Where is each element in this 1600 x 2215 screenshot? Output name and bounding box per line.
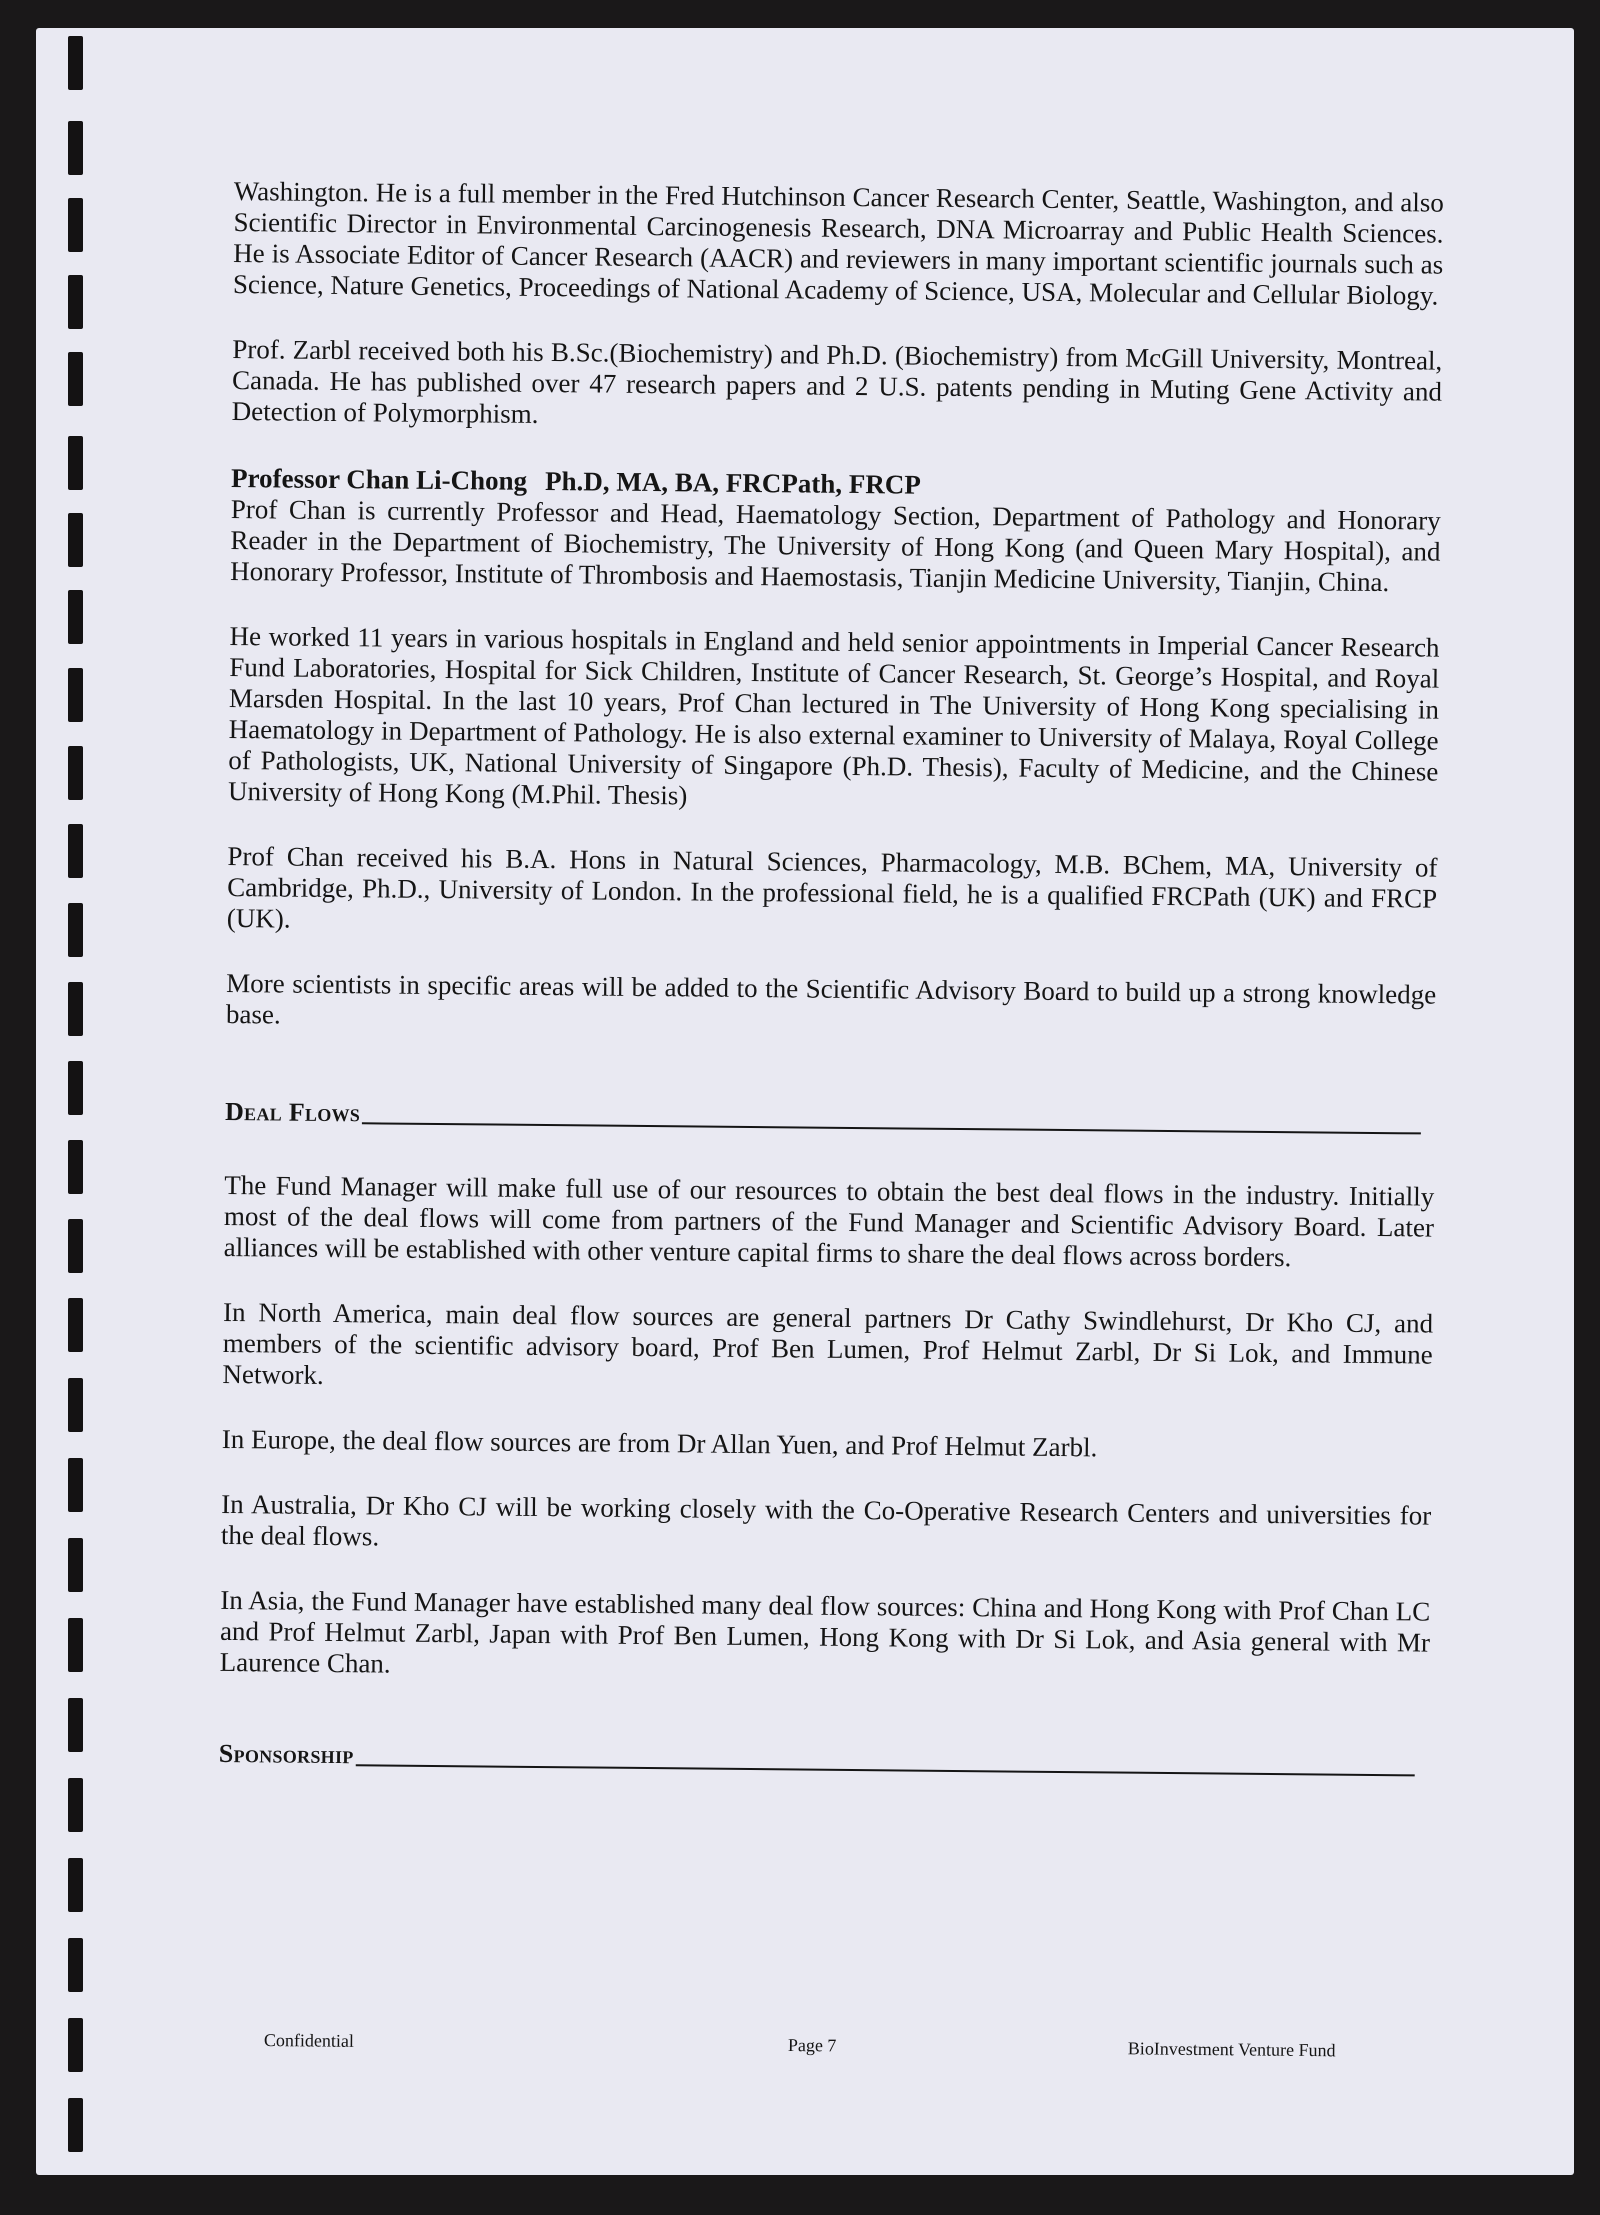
deal-flows-asia: In Asia, the Fund Manager have established many deal flow sources: China and Hong Kong with Prof Chan LC and Prof Helmut Zarbl, Japan with Prof Ben Lumen, Hong Kong with Dr Si Lok, and Asia general with Mr Laurence Chan. <box>219 1584 1431 1679</box>
heading-rule <box>356 1764 1415 1776</box>
binding-hole <box>68 36 83 90</box>
binding-hole <box>68 824 83 878</box>
footer-fund-name: BioInvestment Venture Fund <box>1127 2038 1336 2061</box>
binding-holes <box>36 28 156 2175</box>
sponsorship-heading <box>219 1740 1429 1780</box>
deal-flows-heading <box>225 1098 1435 1138</box>
binding-hole <box>68 1378 83 1432</box>
deal-flows-title: Deal Flows <box>224 1096 361 1128</box>
binding-hole <box>68 1938 83 1992</box>
binding-hole <box>68 1618 83 1672</box>
binding-hole <box>68 352 83 406</box>
binding-hole <box>68 198 83 252</box>
binding-hole <box>68 121 83 175</box>
binding-hole <box>68 1858 83 1912</box>
binding-hole <box>68 1061 83 1115</box>
binding-hole <box>68 1698 83 1752</box>
binding-hole <box>68 1778 83 1832</box>
deal-flows-paragraph: The Fund Manager will make full use of our resources to obtain the best deal flows in the industry. Initially most of the deal flows will come from partners of the Fund Manager and Scientific Advisory Board. Later alliances will be established with other venture capital firms to share the deal flows across borders. <box>223 1169 1435 1273</box>
binding-hole <box>68 668 83 722</box>
zarbl-position-paragraph: Washington. He is a full member in the Fred Hutchinson Cancer Research Center, Seattle, Washington, and also Scientific Director in Environmental Carcinogenesis Research, DNA Microarray and Public Health Sciences. He is Associate Editor of Cancer Research (AACR) and reviewers in many important scientific journals such as Science, Nature Genetics, Proceedings of National Academy of Science, USA, Molecular and Cellular Biology. <box>232 176 1444 311</box>
binding-hole <box>68 2098 83 2152</box>
bio-name: Professor Chan Li-Chong <box>230 462 528 496</box>
page-content <box>219 176 1444 1780</box>
zarbl-education-paragraph: Prof. Zarbl received both his B.Sc.(Biochemistry) and Ph.D. (Biochemistry) from McGill University, Montreal, Canada. He has published over 47 research papers and 2 U.S. patents pending in Muting Gene Activity and Detection of Polymorphism. <box>231 333 1443 429</box>
deal-flows-north-america: In North America, main deal flow sources are general partners Dr Cathy Swindlehurst, Dr Kho CJ, and members of the scientific advisory board, Prof Ben Lumen, Prof Helmut Zarbl, Dr Si Lok, and Immune Network. <box>222 1296 1434 1390</box>
chan-career-paragraph: He worked 11 years in various hospitals in England and held senior appointments in Imperial Cancer Research Fund Laboratories, Hospital for Sick Children, Institute of Cancer Research, St. George’s Hospital, and Royal Marsden Hospital. In the last 10 years, Prof Chan lectured in The University of Hong Kong specialising in Haematology in Department of Pathology. He is also external examiner to University of Malaya, Royal College of Pathologists, UK, National University of Singapore (Ph.D. Thesis), Faculty of Medicine, and the Chinese University of Hong Kong (M.Phil. Thesis) <box>227 620 1440 811</box>
binding-hole <box>68 513 83 567</box>
binding-hole <box>68 590 83 644</box>
binding-hole <box>68 903 83 957</box>
footer-confidential: Confidential <box>263 2030 354 2051</box>
binding-hole <box>68 982 83 1036</box>
binding-hole <box>68 746 83 800</box>
binding-hole <box>68 1219 83 1273</box>
binding-hole <box>68 1298 83 1352</box>
chan-education-paragraph: Prof Chan received his B.A. Hons in Natural Sciences, Pharmacology, M.B. BChem, MA, University of Cambridge, Ph.D., University of London. In the professional field, he is a qualified FRCPath (UK) and FRCP (UK). <box>226 840 1438 934</box>
deal-flows-europe: In Europe, the deal flow sources are from Dr Allan Yuen, and Prof Helmut Zarbl. <box>221 1423 1098 1463</box>
chan-intro-paragraph: Prof Chan is currently Professor and Head, Haematology Section, Department of Pathology and Honorary Reader in the Department of Biochemistry, The University of Hong Kong (and Queen Mary Hospital), and Honorary Professor, Institute of Thrombosis and Haemostasis, Tianjin Medicine University, Tianjin, China. <box>230 493 1441 598</box>
binding-hole <box>68 1538 83 1592</box>
document-page <box>36 28 1574 2175</box>
advisory-board-note: More scientists in specific areas will be added to the Scientific Advisory Board to build up a strong knowledge base. <box>225 967 1437 1030</box>
binding-hole <box>68 436 83 490</box>
binding-hole <box>68 1458 83 1512</box>
deal-flows-australia: In Australia, Dr Kho CJ will be working closely with the Co-Operative Research Centers and universities for the deal flows. <box>220 1488 1432 1552</box>
sponsorship-title: Sponsorship <box>218 1738 354 1770</box>
heading-rule <box>362 1122 1421 1134</box>
binding-hole <box>68 1140 83 1194</box>
bio-credentials: Ph.D, MA, BA, FRCPath, FRCP <box>544 466 921 500</box>
footer-page-number: Page 7 <box>787 2035 837 2056</box>
binding-hole <box>68 2018 83 2072</box>
binding-hole <box>68 275 83 329</box>
page-footer <box>264 2030 1364 2081</box>
